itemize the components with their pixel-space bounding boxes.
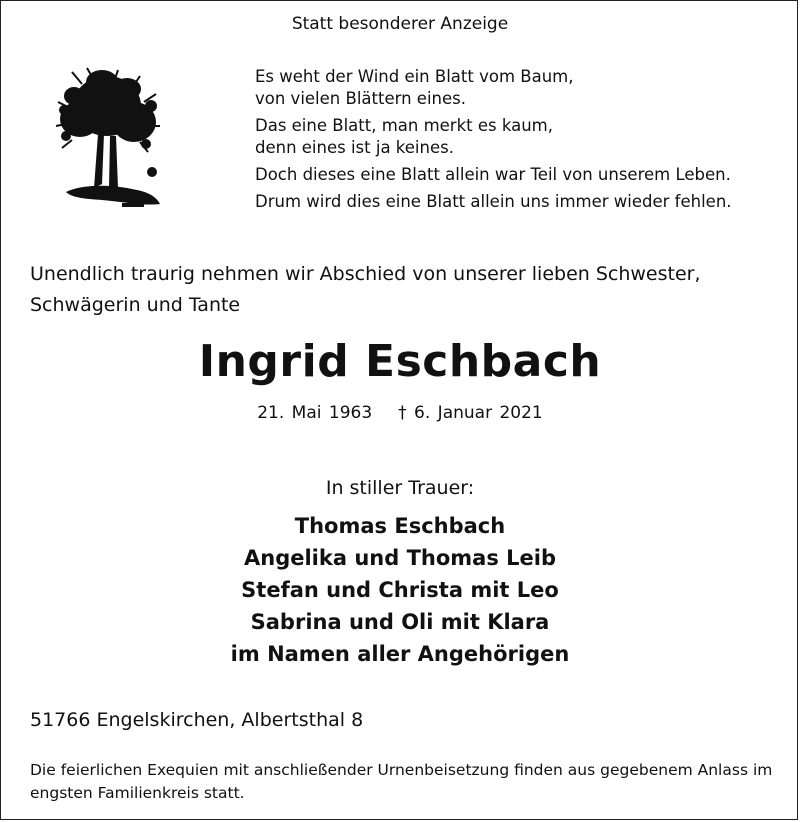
tree-icon <box>52 64 167 214</box>
poem-stanza <box>255 164 775 186</box>
mourner-entry: im Namen aller Angehörigen <box>230 642 570 666</box>
mourning-label: In stiller Trauer: <box>325 477 475 499</box>
mourner-entry: Angelika und Thomas Leib <box>244 546 556 570</box>
poem-stanza <box>255 66 775 110</box>
deceased-name: Ingrid Eschbach <box>198 336 602 387</box>
poem-line: Das eine Blatt, man merkt es kaum, <box>255 116 553 135</box>
notice-header: Statt besonderer Anzeige <box>291 14 509 34</box>
poem-line: von vielen Blättern eines. <box>255 89 466 108</box>
poem <box>255 66 775 218</box>
poem-line: Doch dieses eine Blatt allein war Teil von unserem Leben. <box>255 165 731 184</box>
mourner-entry: Thomas Eschbach <box>294 514 506 538</box>
mourner-entry: Sabrina und Oli mit Klara <box>250 610 550 634</box>
mourner-entry: Stefan und Christa mit Leo <box>241 578 559 602</box>
poem-stanza <box>255 191 775 213</box>
life-dates <box>0 403 800 423</box>
address: 51766 Engelskirchen, Albertsthal 8 <box>30 709 364 731</box>
poem-line: Es weht der Wind ein Blatt vom Baum, <box>255 67 574 86</box>
farewell-text: Unendlich traurig nehmen wir Abschied von unserer lieben Schwester, Schwägerin und Tante <box>30 263 701 316</box>
poem-line: denn eines ist ja keines. <box>255 138 454 157</box>
funeral-note: Die feierlichen Exequien mit anschließender Urnenbeisetzung finden aus gegebenem Anlass im engsten Familienkreis statt. <box>30 761 773 802</box>
poem-line: Drum wird dies eine Blatt allein uns immer wieder fehlen. <box>255 192 732 211</box>
death-date: † 6. Januar 2021 <box>398 403 543 423</box>
birth-date: 21. Mai 1963 <box>257 403 373 423</box>
mourners-list <box>0 510 800 670</box>
poem-stanza <box>255 115 775 159</box>
